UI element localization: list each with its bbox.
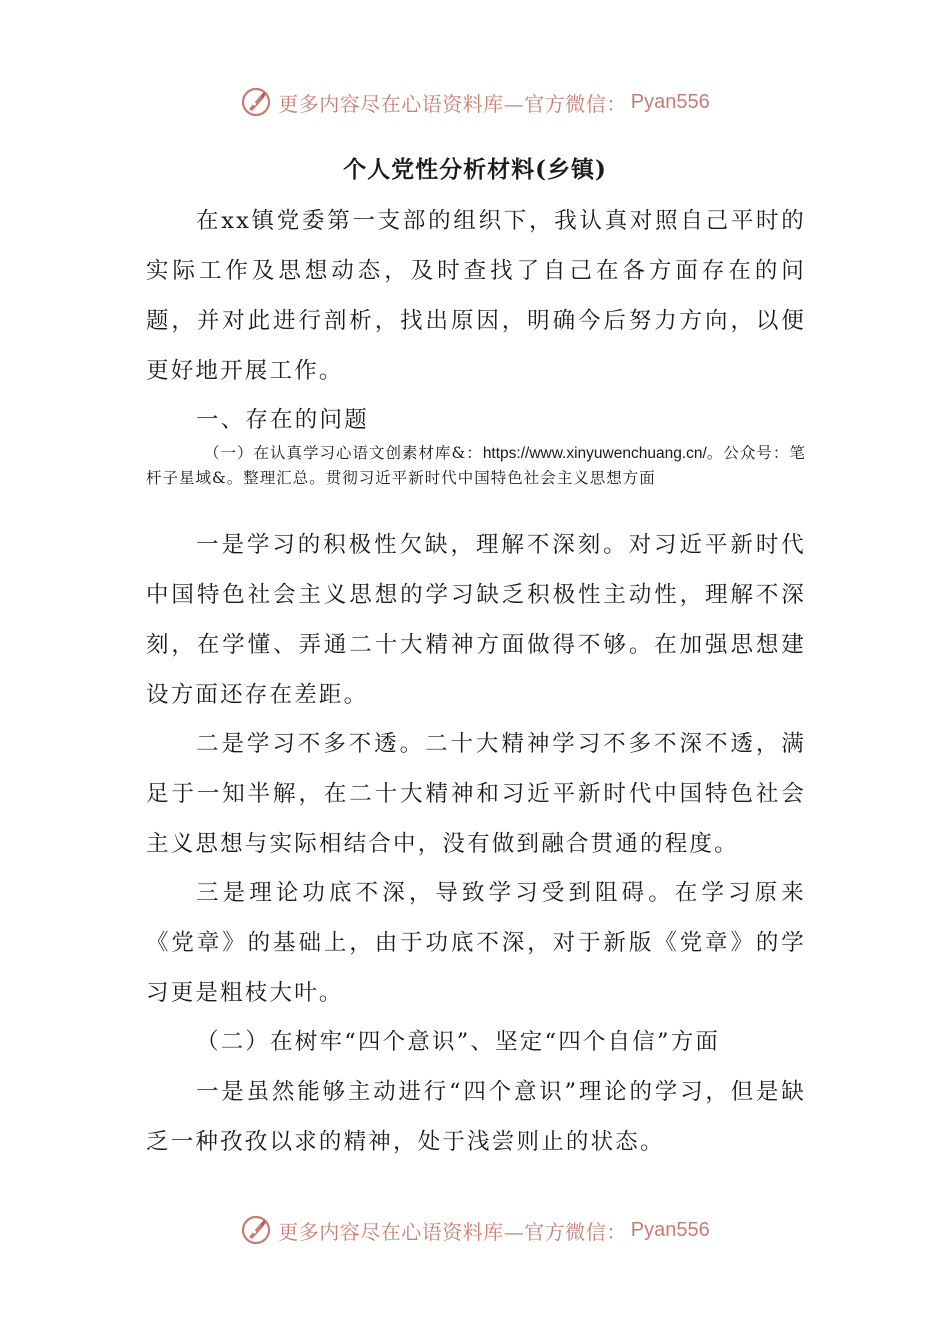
- paragraph-point-1: 一是学习的积极性欠缺，理解不深刻。对习近平新时代中国特色社会主义思想的学习缺乏积极性主动性，理解不深刻，在学懂、弄通二十大精神方面做得不够。在加强思想建设方面还存在差距。: [146, 532, 806, 708]
- watermark-banner-bottom: [0, 1210, 950, 1250]
- subsection-1-url: https://www.xinyuwenchuang.cn/: [482, 445, 707, 462]
- watermark-banner-top: [0, 82, 950, 122]
- subsection-1-prefix: （一）在认真学习心语文创素材库&：: [204, 444, 483, 462]
- watermark-text: 更多内容尽在心语资料库—官方微信：: [278, 1219, 627, 1244]
- watermark-wechat-id: Pyan556: [630, 1218, 710, 1241]
- paragraph-point-3: 三是理论功底不深，导致学习受到阻碍。在学习原来《党章》的基础上，由于功底不深，对于新版《党章》的学习更是粗枝大叶。: [146, 880, 806, 1006]
- watermark-text: 更多内容尽在心语资料库—官方微信：: [278, 91, 627, 116]
- paragraph-point-2: 二是学习不多不透。二十大精神学习不多不深不透，满足于一知半解，在二十大精神和习近平新时代中国特色社会主义思想与实际相结合中，没有做到融合贯通的程度。: [146, 731, 806, 857]
- pen-nib-logo-icon: [240, 1214, 272, 1246]
- subsection-heading-2: （二）在树牢“四个意识”、坚定“四个自信”方面: [196, 1029, 721, 1055]
- intro-paragraph: 在xx镇党委第一支部的组织下，我认真对照自己平时的实际工作及思想动态，及时查找了自己在各方面存在的问题，并对此进行剖析，找出原因，明确今后努力方向，以便更好地开展工作。: [146, 208, 806, 384]
- document-title: 个人党性分析材料(乡镇): [343, 156, 607, 183]
- section-heading-problems: 一、存在的问题: [196, 407, 369, 433]
- watermark-wechat-id: Pyan556: [630, 90, 710, 113]
- paragraph-last: 一是虽然能够主动进行“四个意识”理论的学习，但是缺乏一种孜孜以求的精神，处于浅尝则止的状态。: [146, 1079, 806, 1155]
- pen-nib-logo-icon: [240, 86, 272, 118]
- subsection-heading-1: [146, 441, 806, 491]
- subsection-1-suffix: 。公众号：笔杆子星域&。整理汇总。贯彻习近平新时代中国特色社会主义思想方面: [146, 444, 806, 487]
